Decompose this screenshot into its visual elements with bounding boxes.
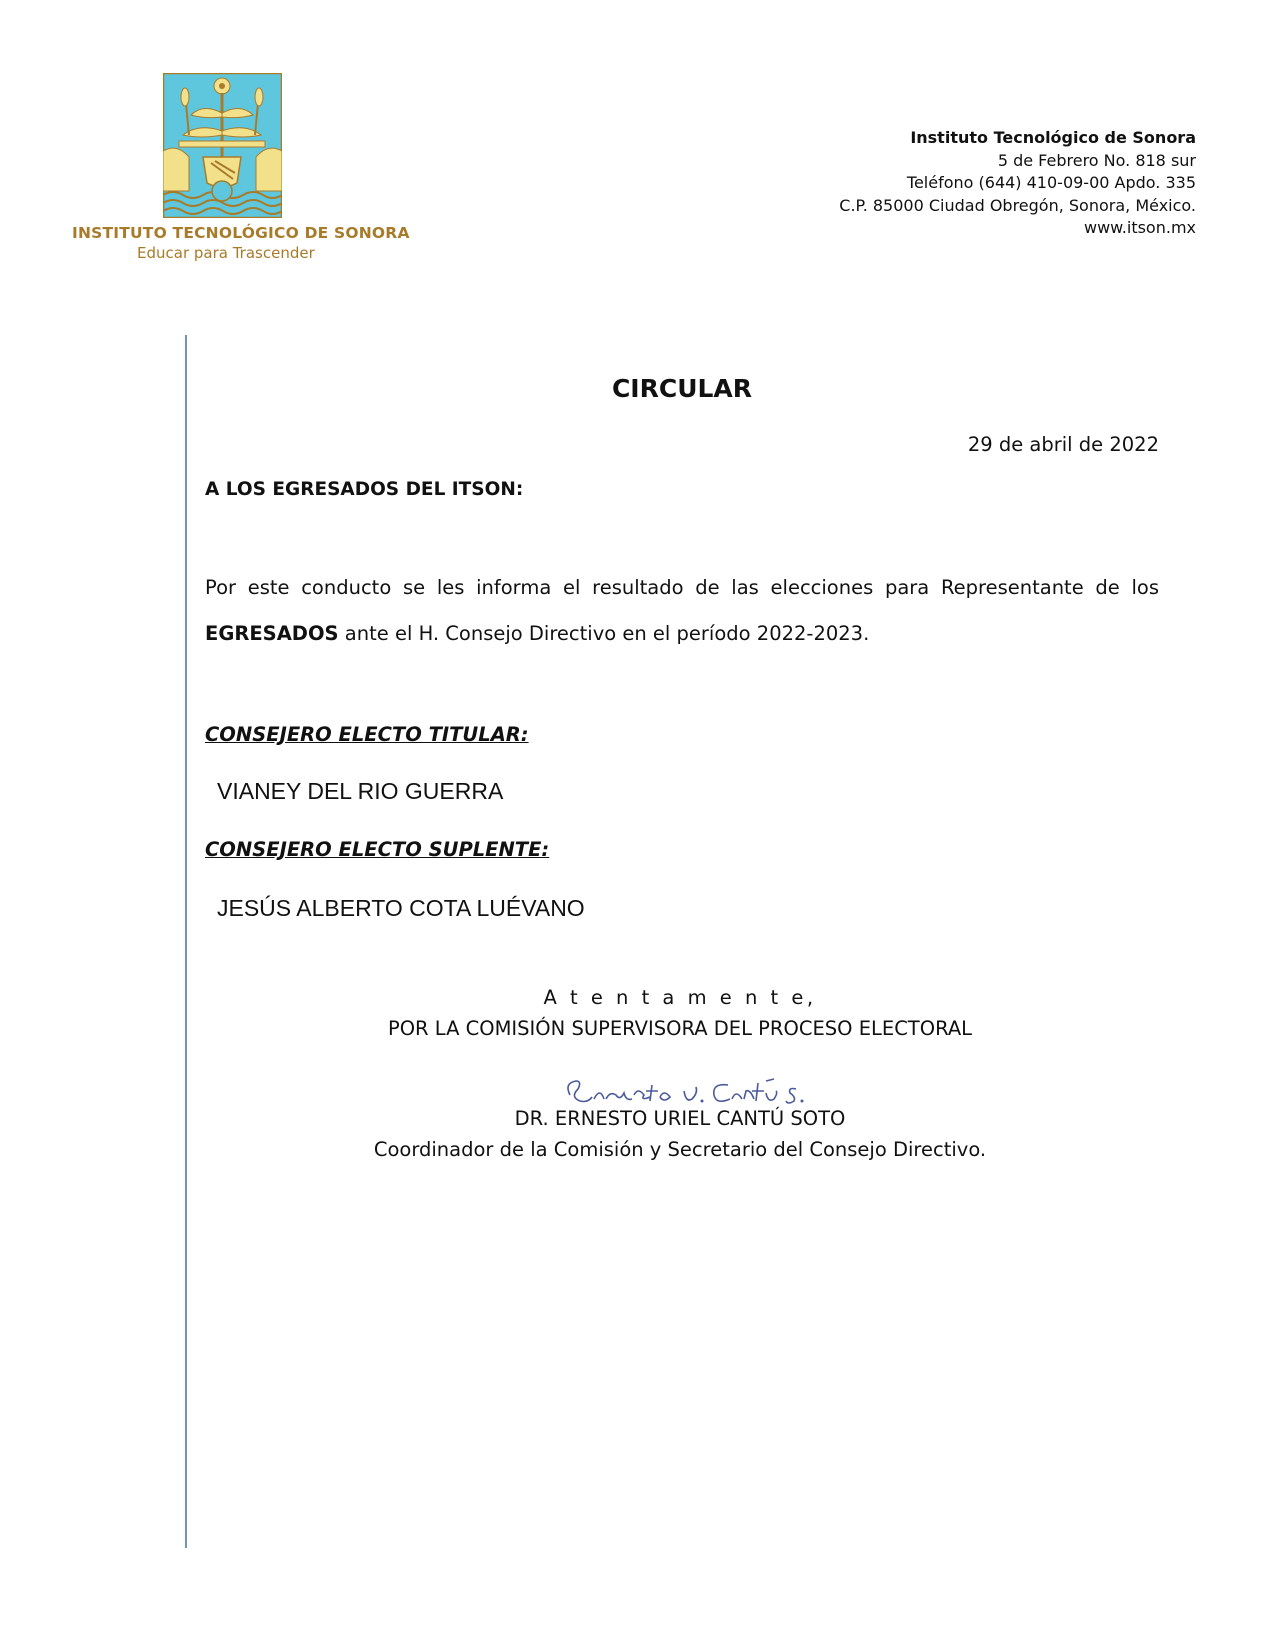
left-margin-rule — [185, 335, 187, 1548]
closing-committee: POR LA COMISIÓN SUPERVISORA DEL PROCESO ELECTORAL — [387, 1017, 973, 1040]
address-institution: Instituto Tecnológico de Sonora — [910, 128, 1196, 147]
document-title: CIRCULAR — [611, 374, 753, 403]
closing-salutation: A t e n t a m e n t e, — [543, 986, 817, 1009]
logo-institution-name: INSTITUTO TECNOLÓGICO DE SONORA — [72, 224, 410, 242]
address-website: www.itson.mx — [1084, 218, 1196, 237]
body-rest: ante el H. Consejo Directivo en el período 2022-2023. — [338, 622, 870, 645]
suplente-label: CONSEJERO ELECTO SUPLENTE: — [205, 838, 550, 861]
address-street: 5 de Febrero No. 818 sur — [997, 150, 1196, 170]
titular-name: VIANEY DEL RIO GUERRA — [217, 778, 504, 804]
suplente-name: JESÚS ALBERTO COTA LUÉVANO — [217, 895, 585, 921]
signer-title: Coordinador de la Comisión y Secretario del Consejo Directivo. — [373, 1138, 987, 1161]
body-intro: Por este conducto se les informa el resultado de las elecciones para Representante de los — [205, 576, 1159, 599]
signer-name: DR. ERNESTO URIEL CANTÚ SOTO — [514, 1107, 846, 1130]
body-bold-egresados: EGRESADOS — [205, 622, 339, 645]
institution-address-block — [839, 127, 1196, 240]
greeting: A LOS EGRESADOS DEL ITSON: — [205, 479, 524, 500]
address-phone: Teléfono (644) 410-09-00 Apdo. 335 — [906, 173, 1196, 192]
itson-logo-emblem — [163, 73, 282, 218]
logo-tagline: Educar para Trascender — [137, 244, 315, 262]
document-date: 29 de abril de 2022 — [967, 433, 1159, 456]
body-paragraph — [205, 565, 1159, 657]
titular-label: CONSEJERO ELECTO TITULAR: — [205, 723, 529, 746]
address-city: C.P. 85000 Ciudad Obregón, Sonora, México. — [839, 195, 1196, 215]
